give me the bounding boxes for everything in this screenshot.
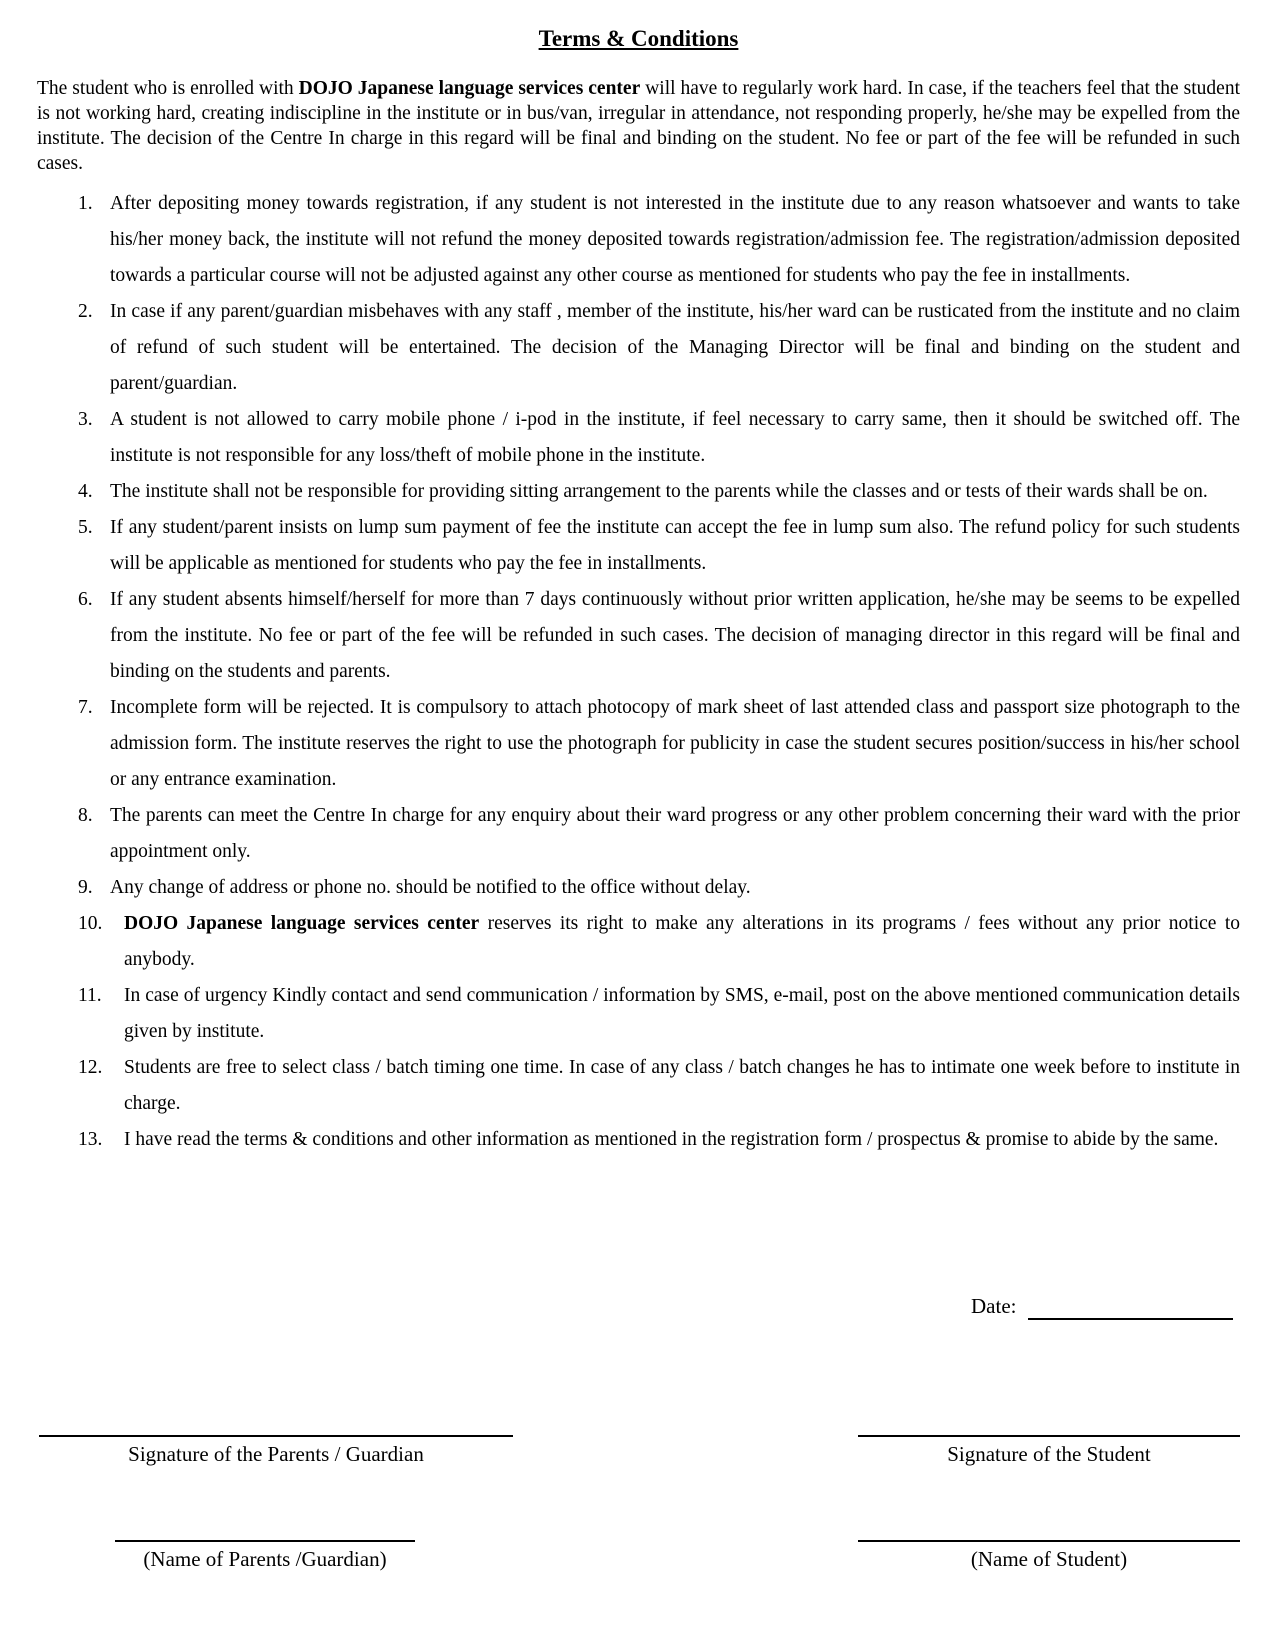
term-item-13 <box>37 1122 1240 1158</box>
term-body: Students are free to select class / batch timing one time. In case of any class / batch changes he has to intimate one week before to institute in charge. <box>124 1057 1240 1114</box>
term-text <box>110 798 1240 870</box>
intro-bold-brand: DOJO Japanese language services center <box>298 78 641 99</box>
term-text <box>110 474 1240 510</box>
term-body: I have read the terms & conditions and other information as mentioned in the registration form / prospectus & promise to abide by the same. <box>124 1129 1219 1150</box>
term-item-8 <box>37 798 1240 870</box>
term-text <box>110 294 1240 402</box>
term-body: A student is not allowed to carry mobile phone / i-pod in the institute, if feel necessary to carry same, then it should be switched off. The institute is not responsible for any loss/theft of mobile phone in the institute. <box>110 409 1240 466</box>
term-body: After depositing money towards registration, if any student is not interested in the institute due to any reason whatsoever and wants to take his/her money back, the institute will not refund the money deposited towards registration/admission fee. The registration/admission deposited towards a particular course will not be adjusted against any other course as mentioned for students who pay the fee in installments. <box>110 193 1240 286</box>
term-number: 3. <box>78 409 93 430</box>
intro-text-post: will have to regularly work hard. In case, if the teachers feel that the student is not working hard, creating indiscipline in the institute or in bus/van, irregular in attendance, not responding properly, he/she may be expelled from the institute. The decision of the Centre In charge in this regard will be final and binding on the student. No fee or part of the fee will be refunded in such cases. <box>37 78 1241 174</box>
student-signature-line[interactable] <box>858 1435 1240 1437</box>
date-label: Date: <box>971 1294 1017 1318</box>
term-number: 2. <box>78 301 93 322</box>
term-bold-segment: DOJO Japanese language services center <box>124 913 480 934</box>
term-text <box>110 186 1240 294</box>
term-body: In case if any parent/guardian misbehaves with any staff , member of the institute, his/her ward can be rusticated from the institute and no claim of refund of such student will be entertained. The decision of the Managing Director will be final and binding on the student and parent/guardian. <box>110 301 1240 394</box>
term-number: 5. <box>78 517 93 538</box>
term-item-1 <box>37 186 1240 294</box>
term-number: 11. <box>78 985 102 1006</box>
term-text <box>110 690 1240 798</box>
term-item-2 <box>37 294 1240 402</box>
term-body: Incomplete form will be rejected. It is compulsory to attach photocopy of mark sheet of last attended class and passport size photograph to the admission form. The institute reserves the right to use the photograph for publicity in case the student secures position/success in his/her school or any entrance examination. <box>110 697 1240 790</box>
term-item-9 <box>37 870 1240 906</box>
term-body: The parents can meet the Centre In charge for any enquiry about their ward progress or any other problem concerning their ward with the prior appointment only. <box>110 805 1240 862</box>
terms-list <box>37 186 1240 1158</box>
term-text <box>110 582 1240 690</box>
parent-signature-label: Signature of the Parents / Guardian <box>128 1442 424 1466</box>
page-title: Terms & Conditions <box>538 26 739 51</box>
term-number: 8. <box>78 805 93 826</box>
term-item-3 <box>37 402 1240 474</box>
parent-signature-line[interactable] <box>39 1435 513 1437</box>
term-text <box>110 402 1240 474</box>
term-body: The institute shall not be responsible for providing sitting arrangement to the parents while the classes and or tests of their wards shall be on. <box>110 481 1208 502</box>
term-text <box>110 870 1240 906</box>
student-name-label: (Name of Student) <box>970 1547 1128 1571</box>
term-number: 12. <box>78 1057 103 1078</box>
student-name-line[interactable] <box>858 1540 1240 1542</box>
term-number: 1. <box>78 193 93 214</box>
term-text <box>124 1122 1240 1158</box>
term-body: reserves its right to make any alterations in its programs / fees without any prior notice to anybody. <box>124 913 1240 970</box>
term-text <box>124 906 1240 978</box>
term-item-6 <box>37 582 1240 690</box>
intro-text-pre: The student who is enrolled with <box>37 78 299 99</box>
term-number: 7. <box>78 697 93 718</box>
term-number: 6. <box>78 589 93 610</box>
term-text <box>110 510 1240 582</box>
term-item-11 <box>37 978 1240 1050</box>
term-text <box>124 1050 1240 1122</box>
term-number: 9. <box>78 877 93 898</box>
term-body: If any student absents himself/herself for more than 7 days continuously without prior written application, he/she may be seems to be expelled from the institute. No fee or part of the fee will be refunded in such cases. The decision of managing director in this regard will be final and binding on the students and parents. <box>110 589 1240 682</box>
term-item-7 <box>37 690 1240 798</box>
intro-paragraph <box>37 76 1240 176</box>
student-signature-label: Signature of the Student <box>947 1442 1151 1466</box>
term-number: 10. <box>78 913 103 934</box>
date-blank-line[interactable] <box>1028 1318 1233 1320</box>
parent-name-label: (Name of Parents /Guardian) <box>143 1547 387 1571</box>
term-item-12 <box>37 1050 1240 1122</box>
term-text <box>124 978 1240 1050</box>
term-item-4 <box>37 474 1240 510</box>
term-number: 4. <box>78 481 93 502</box>
term-body: Any change of address or phone no. should be notified to the office without delay. <box>110 877 751 898</box>
term-item-5 <box>37 510 1240 582</box>
term-item-10 <box>37 906 1240 978</box>
term-body: If any student/parent insists on lump sum payment of fee the institute can accept the fee in lump sum also. The refund policy for such students will be applicable as mentioned for students who pay the fee in installments. <box>110 517 1240 574</box>
parent-name-line[interactable] <box>115 1540 415 1542</box>
term-number: 13. <box>78 1129 103 1150</box>
term-body: In case of urgency Kindly contact and send communication / information by SMS, e-mail, post on the above mentioned communication details given by institute. <box>124 985 1240 1042</box>
